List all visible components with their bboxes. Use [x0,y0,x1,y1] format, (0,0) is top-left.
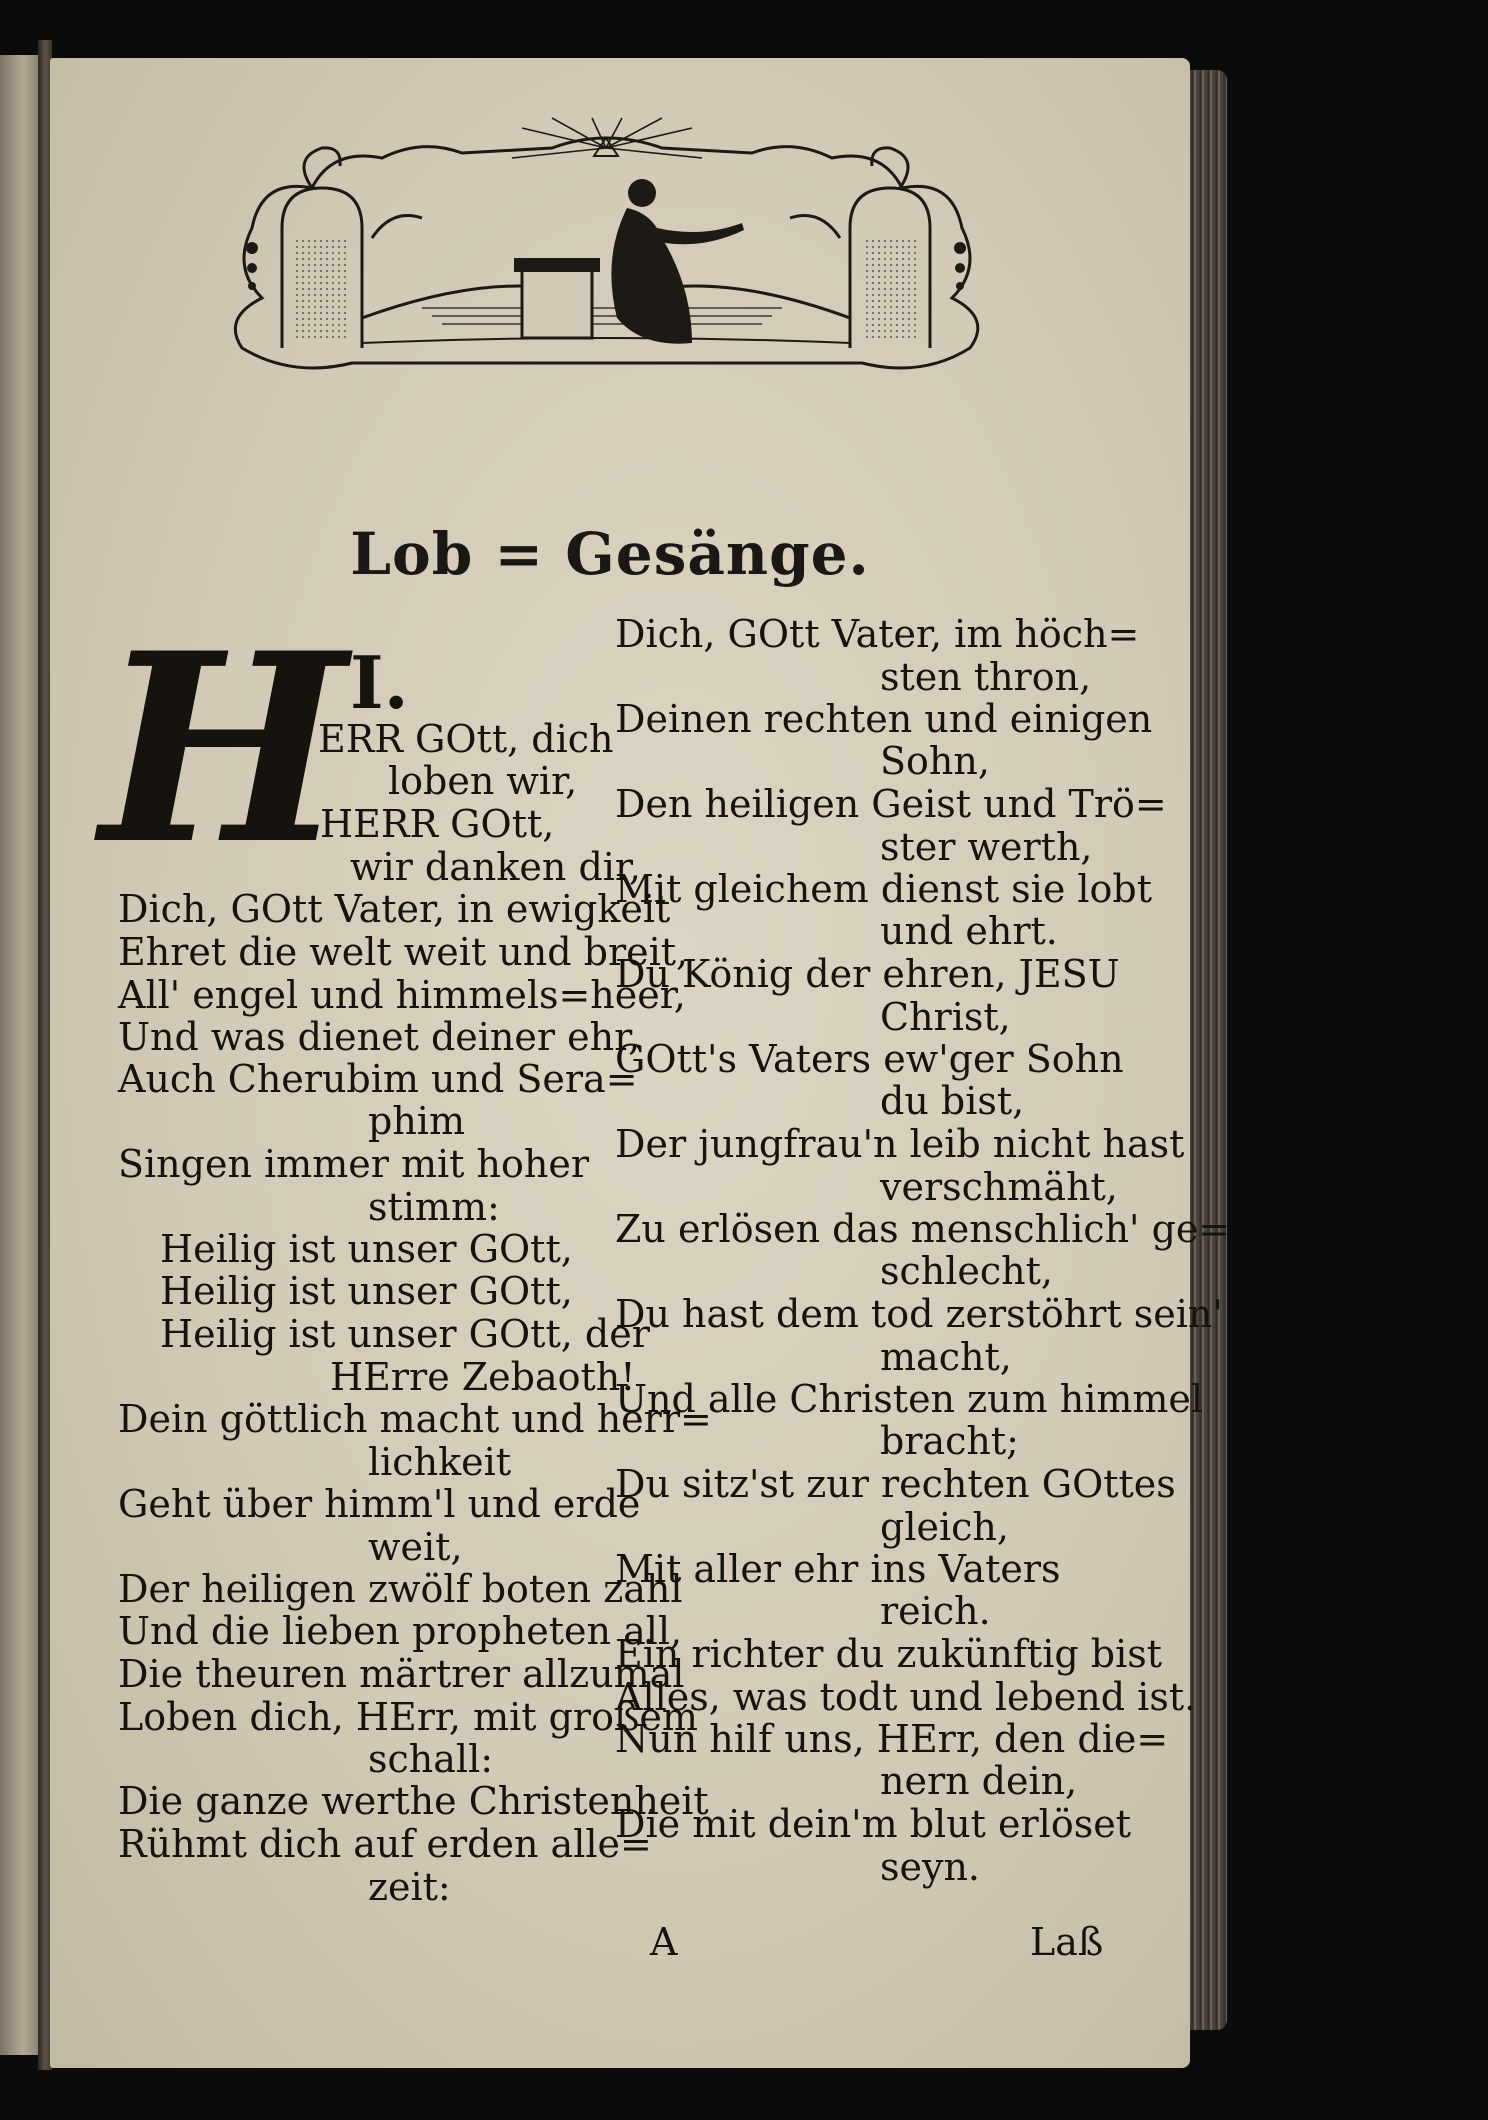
svg-text:H: H [100,597,346,902]
text-line: Du hast dem tod zerstöhrt sein' [615,1292,1223,1336]
text-line: Heilig ist unser GOtt, [160,1269,573,1313]
left-page-edge [0,55,38,2055]
page-title: Lob = Gesänge. [350,520,870,588]
text-line: sten thron, [880,655,1092,699]
text-line: Der jungfrau'n leib nicht hast [615,1122,1185,1166]
text-line: Der heiligen zwölf boten zahl [118,1567,683,1611]
text-line: Du sitz'st zur rechten GOttes [615,1462,1176,1506]
text-line: lichkeit [368,1440,512,1484]
text-line: All' engel und himmels=heer, [118,973,686,1017]
text-line: und ehrt. [880,909,1058,953]
headpiece-ornament [222,118,990,388]
text-line: Dich, GOtt Vater, im höch= [615,612,1140,656]
text-line: zeit: [368,1865,451,1909]
text-line: verschmäht, [880,1165,1118,1209]
text-line: Geht über himm'l und erde [118,1482,641,1526]
text-line: Mit gleichem dienst sie lobt [615,867,1153,911]
text-line: schall: [368,1737,494,1781]
text-line: Loben dich, HErr, mit großem [118,1695,698,1739]
text-line: seyn. [880,1845,981,1889]
text-line: Und alle Christen zum himmel [615,1377,1204,1421]
text-line: bracht; [880,1419,1019,1463]
text-line: Dein göttlich macht und herr= [118,1397,712,1441]
text-line: du bist, [880,1079,1025,1123]
text-line: Ehret die welt weit und breit, [118,930,689,974]
text-line: Alles, was todt und lebend ist. [615,1675,1197,1719]
text-line: Rühmt dich auf erden alle= [118,1822,652,1866]
text-line: Auch Cherubim und Sera= [118,1057,638,1101]
drop-initial-letter [100,597,346,902]
text-line: Zu erlösen das menschlich' ge= [615,1207,1231,1251]
text-line: Ein richter du zukünftig bist [615,1632,1163,1676]
text-line: macht, [880,1335,1012,1379]
text-line: HErre Zebaoth! [330,1355,636,1399]
text-line: Nun hilf uns, HErr, den die= [615,1717,1169,1761]
text-line: Heilig ist unser GOtt, [160,1227,573,1271]
hymn-number: I. [350,640,409,725]
text-line: phim [368,1099,465,1143]
text-line: loben wir, [388,759,578,803]
text-line: ster werth, [880,825,1093,869]
text-line: Sohn, [880,739,990,783]
text-line: Dich, GOtt Vater, in ewigkeit [118,887,671,931]
text-line: Und was dienet deiner ehr, [118,1015,641,1059]
text-line: nern dein, [880,1759,1078,1803]
text-line: Heilig ist unser GOtt, der [160,1312,650,1356]
text-line: Den heiligen Geist und Trö= [615,782,1167,826]
text-line: Die mit dein'm blut erlöset [615,1802,1131,1846]
text-line: Die theuren märtrer allzumal [118,1652,685,1696]
signature-mark: A [650,1920,678,1964]
text-line: HERR GOtt, [320,802,555,846]
text-line: stimm: [368,1185,500,1229]
catchword: Laß [1030,1920,1104,1964]
text-line: Singen immer mit hoher [118,1142,589,1186]
text-line: Christ, [880,995,1011,1039]
text-line: Die ganze werthe Christenheit [118,1779,709,1823]
text-line: GOtt's Vaters ew'ger Sohn [615,1037,1124,1081]
text-line: schlecht, [880,1249,1054,1293]
text-line: reich. [880,1589,991,1633]
text-line: weit, [368,1525,463,1569]
text-line: gleich, [880,1505,1009,1549]
text-line: Mit aller ehr ins Vaters [615,1547,1061,1591]
text-line: Du König der ehren, JESU [615,952,1120,996]
text-line: Und die lieben propheten all, [118,1609,683,1653]
text-line: wir danken dir, [350,845,641,889]
text-line: ERR GOtt, dich [318,717,614,761]
text-line: Deinen rechten und einigen [615,697,1153,741]
